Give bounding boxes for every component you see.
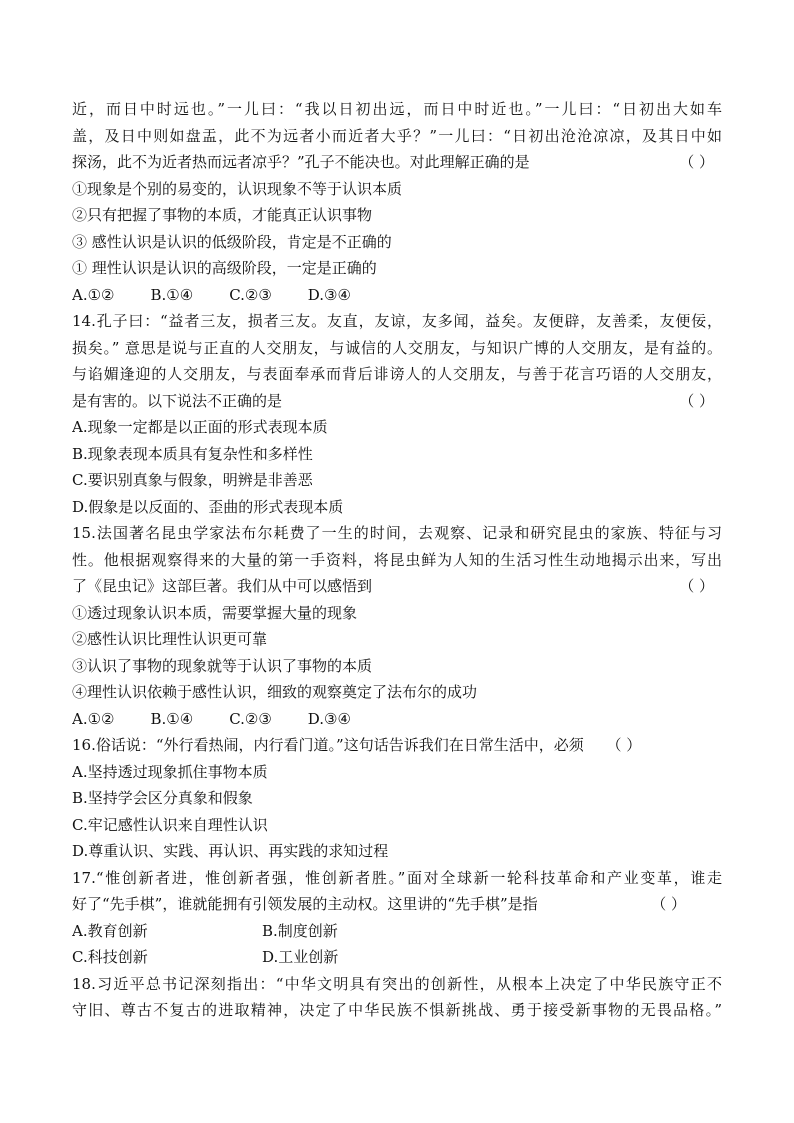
question-18 [72,971,722,1024]
answer-bracket: （ ） [679,577,714,595]
option-d: D.尊重认识、实践、再认识、再实践的求知过程 [72,842,389,860]
statement-item: ③认识了事物的现象就等于认识了事物的本质 [72,656,373,675]
option-a: A.①② [72,285,115,304]
answer-bracket: （ ） [651,895,686,913]
option-a: A.①② [72,709,115,728]
question-17 [72,865,722,971]
option-a: A.教育创新 [72,921,148,940]
question-stem-line: 性。他根据观察得来的大量的第一手资料，将昆虫鲜为人知的生活习性生动地揭示出来，写出 [72,550,722,569]
option-c: C.牢记感性认识来自理性认识 [72,815,268,834]
page-content [72,96,722,1024]
option-a: A.现象一定都是以正面的形式表现本质 [72,418,328,436]
question-stem-text: 是有害的。以下说法不正确的是 [72,391,283,410]
question-stem-text: 好了“先手棋”，谁就能拥有引领发展的主动权。这里讲的“先手棋”是指 [72,895,538,913]
question-stem-line: 15.法国著名昆虫学家法布尔耗费了一生的时间，去观察、记录和研究昆虫的家族、特征与习 [72,524,722,542]
question-stem-line [72,388,722,415]
option-d: D.工业创新 [262,948,339,966]
question-16 [72,732,722,865]
option-row [72,282,722,309]
question-stem-line [72,891,722,918]
question-13 [72,96,722,308]
option-row [72,706,722,733]
option-c: C.要识别真象与假象，明辨是非善恶 [72,471,313,489]
question-stem-line: 18.习近平总书记深刻指出：“中华文明具有突出的创新性，从根本上决定了中华民族守正不 [72,974,722,993]
statement-item: ① 理性认识是认识的高级阶段，一定是正确的 [72,259,377,277]
question-stem-line [72,149,722,176]
question-stem-line: 14.孔子曰：“益者三友，损者三友。友直，友谅，友多闻，益矣。友便辟，友善柔，友便佞， [72,312,722,330]
option-a: A.坚持透过现象抓住事物本质 [72,762,268,781]
option-b: B.现象表现本质具有复杂性和多样性 [72,444,313,463]
question-14 [72,308,722,520]
statement-item: ①现象是个别的易变的，认识现象不等于认识本质 [72,179,403,198]
statement-item: ④理性认识依赖于感性认识，细致的观察奠定了法布尔的成功 [72,683,478,701]
question-stem-line [72,732,722,759]
answer-bracket: （ ） [679,391,714,410]
option-c: C.科技创新 [72,948,148,966]
option-d: D.③④ [307,709,351,728]
question-stem-text: 探汤，此不为近者热而远者凉乎？”孔子不能决也。对此理解正确的是 [72,153,530,171]
question-stem-line: 近，而日中时远也。”一儿曰：“我以日初出远，而日中时近也。”一儿曰：“日初出大如车 [72,100,722,118]
option-row [72,918,722,945]
option-c: C.②③ [229,285,272,304]
option-d: D.③④ [307,285,351,304]
option-b: B.坚持学会区分真象和假象 [72,789,253,807]
option-b: B.制度创新 [262,921,338,940]
question-stem-line: 盖，及日中则如盘盂，此不为远者小而近者大乎？”一儿曰：“日初出沧沧凉凉，及其日中如 [72,126,722,145]
question-stem-line: 守旧、尊古不复古的进取精神，决定了中华民族不惧新挑战、勇于接受新事物的无畏品格。” [72,1001,722,1019]
question-stem-text: 16.俗话说：“外行看热闹，内行看门道。”这句话告诉我们在日常生活中，必须 [72,736,584,754]
statement-item: ②感性认识比理性认识更可靠 [72,630,268,648]
statement-item: ①透过现象认识本质，需要掌握大量的现象 [72,603,358,622]
option-c: C.②③ [229,709,272,728]
statement-item: ②只有把握了事物的本质，才能真正认识事物 [72,206,373,224]
question-stem-text: 了《昆虫记》这部巨著。我们从中可以感悟到 [72,577,373,595]
answer-bracket: （ ） [606,736,642,754]
option-b: B.①④ [150,285,194,304]
option-d: D.假象是以反面的、歪曲的形式表现本质 [72,497,344,516]
question-stem-line: 损矣。” 意思是说与正直的人交朋友，与诚信的人交朋友，与知识广博的人交朋友，是有益的。 [72,338,722,357]
option-b: B.①④ [150,709,194,728]
answer-bracket: （ ） [679,153,714,171]
statement-item: ③ 感性认识是认识的低级阶段，肯定是不正确的 [72,232,392,251]
question-stem-line [72,573,722,600]
question-stem-line: 17.“惟创新者进，惟创新者强，惟创新者胜。”面对全球新一轮科技革命和产业变革，谁走 [72,868,722,887]
option-row [72,944,722,971]
question-stem-line: 与谄媚逢迎的人交朋友，与表面奉承而背后诽谤人的人交朋友，与善于花言巧语的人交朋友， [72,365,722,383]
question-15 [72,520,722,732]
